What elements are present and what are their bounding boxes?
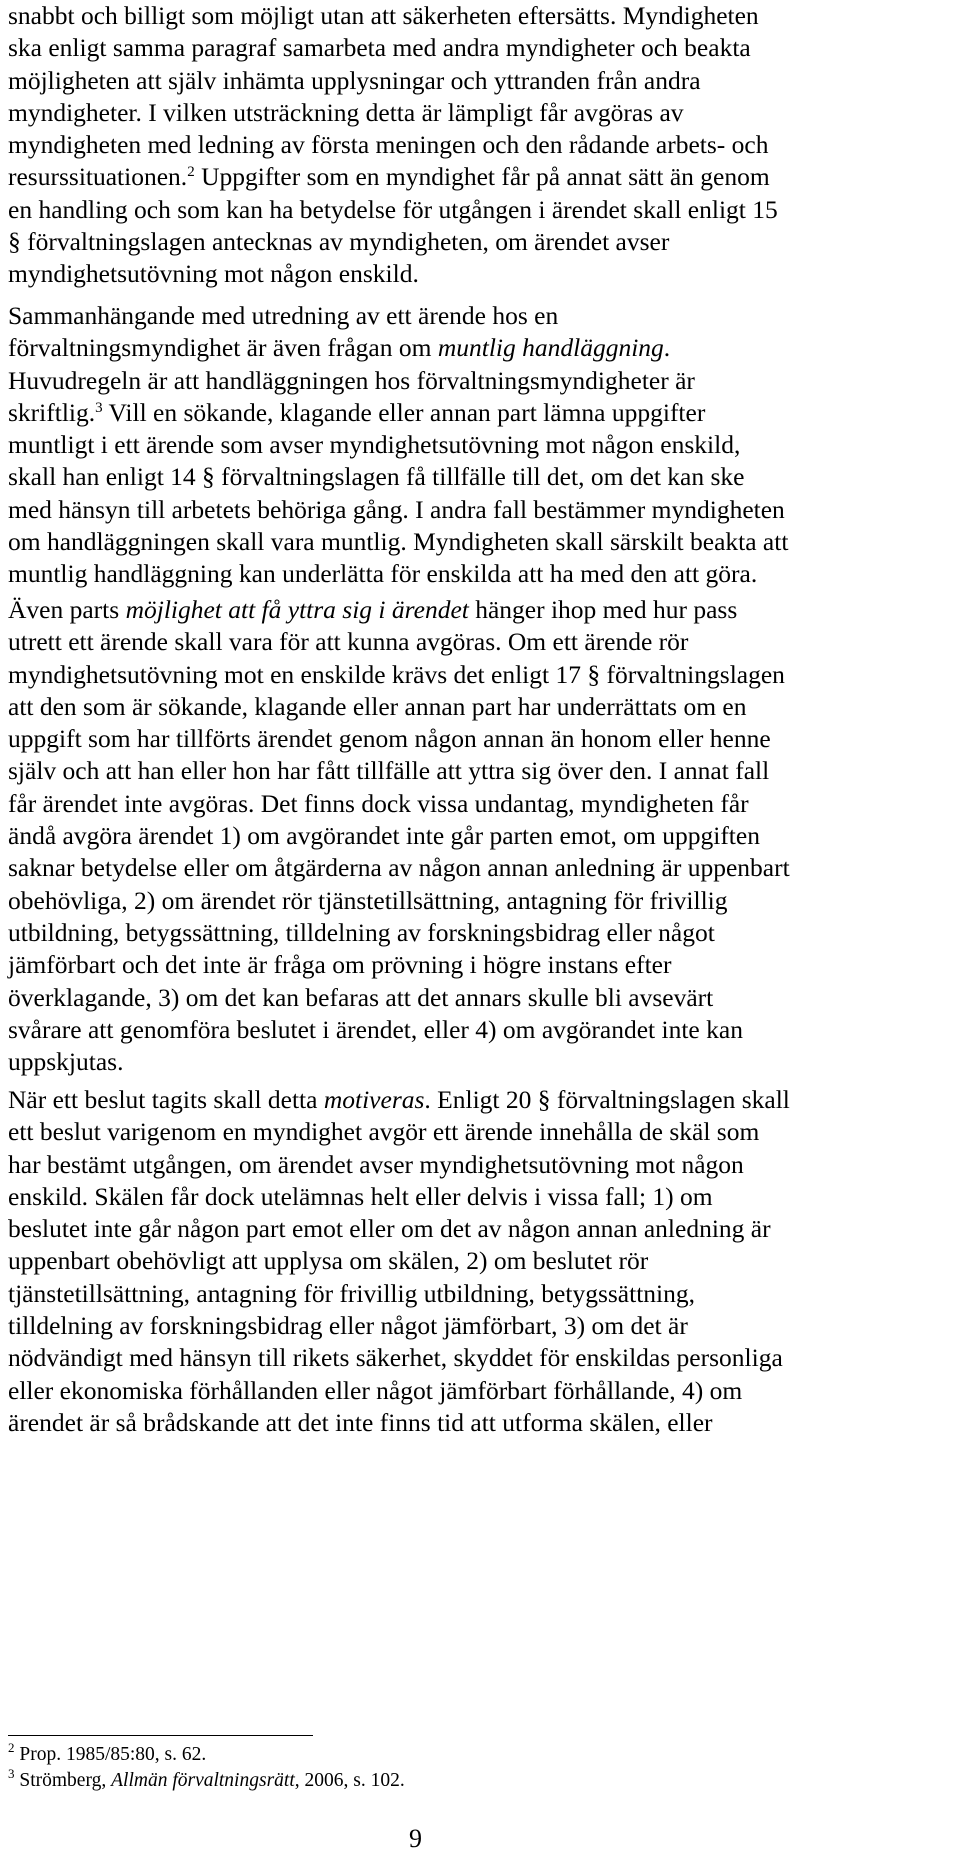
text-line: uppskjutas. <box>8 1047 124 1077</box>
text-fragment: . <box>663 333 671 363</box>
footnote-reference: 3 <box>95 399 103 416</box>
text-line: muntlig handläggning kan underlätta för enskilda att ha med den att göra. <box>8 559 758 589</box>
text-line: ändå avgöra ärendet 1) om avgörandet inte går parten emot, om uppgiften <box>8 821 760 851</box>
paragraph-2 <box>8 300 788 591</box>
footnote-text: Strömberg, <box>14 1770 112 1791</box>
text-line: har bestämt utgången, om ärendet avser myndighetsutövning mot någon <box>8 1149 744 1179</box>
text-line: utrett ett ärende skall vara för att kunna avgöras. Om ett ärende rör <box>8 627 689 657</box>
text-line: själv och att han eller hon har fått tillfälle att yttra sig över den. I annat fall <box>8 756 770 786</box>
text-line: Sammanhängande med utredning av ett ärende hos en <box>8 301 559 330</box>
text-line: enskild. Skälen får dock utelämnas helt eller delvis i vissa fall; 1) om <box>8 1181 713 1211</box>
paragraph-3 <box>8 594 790 1078</box>
emphasized-term: muntlig handläggning <box>437 333 664 363</box>
text-line <box>8 161 778 193</box>
text-line: ärendet är så brådskande att det inte finns tid att utforma skälen, eller <box>8 1407 713 1437</box>
cited-title: Allmän förvaltningsrätt <box>111 1770 295 1791</box>
paragraph-1 <box>8 0 778 291</box>
text-line: får ärendet inte avgöras. Det finns dock vissa undantag, myndigheten får <box>8 788 749 818</box>
text-line: muntligt i ett ärende som avser myndighetsutövning mot någon enskild, <box>8 430 741 460</box>
text-line: myndighetsutövning mot någon enskild. <box>8 259 419 289</box>
footnote-3 <box>8 1768 405 1794</box>
text-line: obehövliga, 2) om ärendet rör tjänstetillsättning, antagning för frivillig <box>8 885 728 915</box>
text-line: myndigheten med ledning av första meningen och den rådande arbets- och <box>8 130 769 160</box>
text-fragment: Vill en sökande, klagande eller annan part lämna uppgifter <box>102 397 706 427</box>
text-line: saknar betydelse eller om åtgärderna av någon annan anledning är uppenbart <box>8 853 790 883</box>
text-line <box>8 594 790 626</box>
text-line: beslutet inte går någon part emot eller om det av någon annan anledning är <box>8 1214 771 1244</box>
text-line: möjligheten att själv inhämta upplysningar och yttranden från andra <box>8 65 701 95</box>
text-line: uppenbart obehövligt att upplysa om skälen, 2) om beslutet rör <box>8 1246 649 1276</box>
text-fragment: Uppgifter som en myndighet får på annat sätt än genom <box>194 162 770 192</box>
text-line <box>8 397 788 429</box>
text-line: svårare att genomföra beslutet i ärendet, eller 4) om avgörandet inte kan <box>8 1014 743 1044</box>
footnote-number: 2 <box>8 1740 15 1755</box>
text-fragment: förvaltningsmyndighet är även frågan om <box>8 333 438 363</box>
text-line: tilldelning av forskningsbidrag eller något jämförbart, 3) om det är <box>8 1311 688 1341</box>
page-number: 9 <box>409 1824 422 1853</box>
text-line: skall han enligt 14 § förvaltningslagen få tillfälle till det, om det kan ske <box>8 462 745 492</box>
text-fragment: Även parts <box>8 595 126 624</box>
footnote-text: Prop. 1985/85:80, s. 62. <box>14 1744 207 1765</box>
text-line: ska enligt samma paragraf samarbeta med andra myndigheter och beakta <box>8 33 751 63</box>
text-line: med hänsyn till arbetets behöriga gång. I andra fall bestämmer myndigheten <box>8 494 785 524</box>
footnote-text: , 2006, s. 102. <box>294 1770 405 1791</box>
footnote-reference: 2 <box>187 164 195 181</box>
text-line: ett beslut varigenom en myndighet avgör ett ärende innehålla de skäl som <box>8 1117 760 1147</box>
text-fragment: . Enligt 20 § förvaltningslagen skall <box>424 1085 790 1114</box>
text-fragment: skriftlig. <box>8 397 96 427</box>
text-line: myndigheter. I vilken utsträckning detta är lämpligt får avgöras av <box>8 97 684 127</box>
text-line: § förvaltningslagen antecknas av myndigheten, om ärendet avser <box>8 227 670 257</box>
text-line: utbildning, betygssättning, tilldelning av forskningsbidrag eller något <box>8 917 715 947</box>
emphasized-term: möjlighet att få yttra sig i ärendet <box>125 595 469 624</box>
text-line: överklagande, 3) om det kan befaras att det annars skulle bli avsevärt <box>8 982 714 1012</box>
text-fragment: hänger ihop med hur pass <box>468 595 738 624</box>
text-line: en handling och som kan ha betydelse för utgången i ärendet skall enligt 15 <box>8 194 778 224</box>
text-fragment: resurssituationen. <box>8 162 188 192</box>
text-line: tjänstetillsättning, antagning för frivillig utbildning, betygssättning, <box>8 1278 696 1308</box>
text-line: eller ekonomiska förhållanden eller något jämförbart förhållande, 4) om <box>8 1375 743 1405</box>
footnote-number: 3 <box>8 1766 15 1781</box>
text-line <box>8 1084 790 1116</box>
text-line: Huvudregeln är att handläggningen hos förvaltningsmyndigheter är <box>8 365 695 395</box>
footnote-2 <box>8 1742 405 1768</box>
text-line: nödvändigt med hänsyn till rikets säkerhet, skyddet för enskildas personliga <box>8 1343 783 1373</box>
text-line: att den som är sökande, klagande eller annan part har underrättats om en <box>8 691 747 721</box>
footnotes <box>8 1742 405 1794</box>
paragraph-4 <box>8 1084 790 1439</box>
footnote-separator <box>8 1735 313 1736</box>
emphasized-term: motiveras <box>323 1085 425 1114</box>
text-fragment: När ett beslut tagits skall detta <box>8 1085 324 1114</box>
text-line: uppgift som har tillförts ärendet genom någon annan än honom eller henne <box>8 724 771 754</box>
text-line <box>8 332 788 364</box>
text-line: om handläggningen skall vara muntlig. Myndigheten skall särskilt beakta att <box>8 527 789 557</box>
text-line: jämförbart och det inte är fråga om prövning i högre instans efter <box>8 950 672 980</box>
text-line: snabbt och billigt som möjligt utan att säkerheten eftersätts. Myndigheten <box>8 1 759 30</box>
text-line: myndighetsutövning mot en enskilde krävs det enligt 17 § förvaltningslagen <box>8 659 785 689</box>
